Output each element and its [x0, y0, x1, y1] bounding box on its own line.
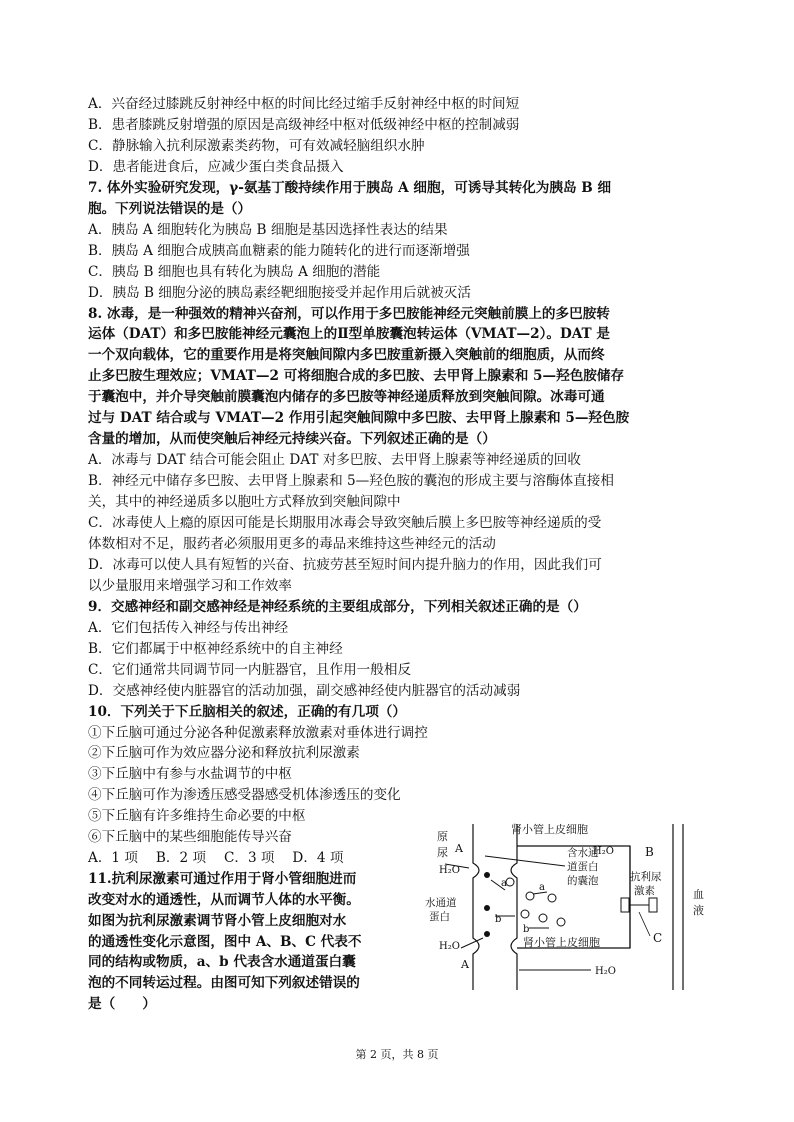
- label-vesicle-3: 的囊泡: [567, 875, 599, 887]
- label-b-2: b: [523, 924, 530, 935]
- label-A-top: A: [455, 842, 463, 855]
- page-footer: 第 2 页，共 8 页: [355, 1048, 439, 1061]
- label-a-1: a: [501, 878, 507, 889]
- label-A-bottom: A: [461, 958, 469, 971]
- text-line: 于囊泡中，并介导突触前膜囊泡内储存的多巴胺等神经递质释放到突触间隙。冰毒可通: [88, 389, 605, 406]
- text-line: A．冰毒与 DAT 结合可能会阻止 DAT 对多巴胺、去甲肾上腺素等神经递质的回收: [88, 452, 581, 469]
- label-yuanniao-2: 尿: [437, 846, 448, 859]
- question-11-line: 如图为抗利尿激素调节肾小管上皮细胞对水: [88, 912, 347, 929]
- text-line: ③下丘脑中有参与水盐调节的中枢: [88, 766, 292, 783]
- text-line: 7. 体外实验研究发现，γ-氨基丁酸持续作用于胰岛 A 细胞，可诱导其转化为胰岛 B 细: [88, 179, 612, 196]
- label-vesicle-2: 道蛋白: [567, 861, 599, 873]
- label-adh-1: 抗利尿: [630, 871, 662, 883]
- text-line: 关，其中的神经递质多以胞吐方式释放到突触间隙中: [88, 494, 401, 511]
- label-blood-2: 液: [693, 904, 704, 917]
- text-line: C．冰毒使人上瘾的原因可能是长期服用冰毒会导致突触后膜上多巴胺等神经递质的受: [88, 515, 602, 531]
- text-line: 过与 DAT 结合或与 VMAT—2 作用引起突触间隙中多巴胺、去甲肾上腺素和 5—羟色胺: [88, 410, 630, 427]
- label-h2o-left-bottom: H₂O: [439, 941, 460, 952]
- text-line: A．兴奋经过膝跳反射神经中枢的时间比经过缩手反射神经中枢的时间短: [88, 96, 520, 112]
- text-line: D．胰岛 B 细胞分泌的胰岛素经靶细胞接受并起作用后就被灭活: [88, 284, 471, 301]
- question-11-line: 11.抗利尿激素可通过作用于肾小管细胞进而: [88, 871, 357, 888]
- label-h2o-left-top: H₂O: [439, 865, 460, 876]
- label-h2o-right-top: H₂O: [593, 846, 614, 857]
- question-11-line: 同的结构或物质，a、b 代表含水通道蛋白囊: [88, 954, 356, 971]
- text-line: B．神经元中储存多巴胺、去甲肾上腺素和 5—羟色胺的囊泡的形成主要与溶酶体直接相: [88, 473, 614, 490]
- text-line: A．1 项 B．2 项 C．3 项 D．4 项: [88, 850, 344, 867]
- text-line: 含量的增加，从而使突触后神经元持续兴奋。下列叙述正确的是（）: [88, 431, 496, 448]
- text-line: 以少量服用来增强学习和工作效率: [88, 577, 292, 594]
- label-vesicle-1: 含水通: [567, 847, 599, 859]
- text-line: B．它们都属于中枢神经系统中的自主神经: [88, 640, 343, 657]
- label-C: C: [653, 931, 663, 945]
- text-line: 一个双向载体，它的重要作用是将突触间隙内多巴胺重新摄入突触前的细胞质，从而终: [88, 347, 605, 364]
- text-line: C．胰岛 B 细胞也具有转化为胰岛 A 细胞的潜能: [88, 263, 381, 280]
- text-line: C．静脉输入抗利尿激素类药物，可有效减轻脑组织水肿: [88, 137, 425, 154]
- bottom-cell-label: 肾小管上皮细胞: [523, 936, 600, 949]
- text-line: B．患者膝跳反射增强的原因是高级神经中枢对低级神经中枢的控制减弱: [88, 116, 520, 133]
- text-line: ⑤下丘脑有许多维持生命必要的中枢: [88, 808, 306, 825]
- top-cell-label: 肾小管上皮细胞: [511, 823, 588, 836]
- question-11-line: 的通透性变化示意图，图中 A、B、C 代表不: [88, 933, 362, 950]
- text-line: A．胰岛 A 细胞转化为胰岛 B 细胞是基因选择性表达的结果: [88, 221, 448, 238]
- question-11-line: 改变对水的通透性，从而调节人体的水平衡。: [88, 891, 360, 908]
- text-line: ①下丘脑可通过分泌各种促激素释放激素对垂体进行调控: [88, 724, 428, 741]
- text-line: 体数相对不足，服药者必须服用更多的毒品来维持这些神经元的活动: [88, 535, 496, 552]
- question-11-line: 是（ ）: [88, 995, 156, 1012]
- label-yuanniao-1: 原: [437, 830, 448, 843]
- text-line: 9．交感神经和副交感神经是神经系统的主要组成部分，下列相关叙述正确的是（）: [88, 598, 587, 615]
- text-line: 10．下列关于下丘脑相关的叙述，正确的有几项（）: [88, 703, 406, 720]
- adh-kidney-tubule-diagram: [425, 818, 725, 993]
- text-line: 止多巴胺生理效应；VMAT—2 可将细胞合成的多巴胺、去甲肾上腺素和 5—羟色胺储存: [88, 368, 625, 385]
- text-line: 运体（DAT）和多巴胺能神经元囊泡上的Ⅱ型单胺囊泡转运体（VMAT—2）。DAT 是: [88, 326, 610, 343]
- text-line: D．交感神经使内脏器官的活动加强，副交感神经使内脏器官的活动减弱: [88, 682, 521, 699]
- label-channel-2: 蛋白: [429, 911, 450, 923]
- question-11-line: 泡的不同转运过程。由图可知下列叙述错误的: [88, 975, 360, 992]
- text-line: A．它们包括传入神经与传出神经: [88, 619, 289, 636]
- text-line: D．患者能进食后，应减少蛋白类食品摄入: [88, 158, 344, 175]
- label-B: B: [645, 845, 654, 859]
- text-line: 8. 冰毒，是一种强效的精神兴奋剂，可以作用于多巴胺能神经元突触前膜上的多巴胺转: [88, 305, 610, 322]
- text-line: ④下丘脑可作为渗透压感受器感受机体渗透压的变化: [88, 787, 401, 804]
- label-h2o-right-bottom: H₂O: [595, 966, 616, 977]
- label-adh-2: 激素: [634, 885, 655, 897]
- text-line: B．胰岛 A 细胞合成胰高血糖素的能力随转化的进行而逐渐增强: [88, 242, 470, 259]
- text-line: ②下丘脑可作为效应器分泌和释放抗利尿激素: [88, 745, 360, 762]
- text-line: 胞。下列说法错误的是（）: [88, 200, 252, 217]
- label-a-2: a: [539, 882, 545, 893]
- text-line: ⑥下丘脑中的某些细胞能传导兴奋: [88, 829, 292, 846]
- label-b-1: b: [495, 914, 502, 925]
- text-line: C．它们通常共同调节同一内脏器官，且作用一般相反: [88, 661, 412, 678]
- text-line: D．冰毒可以使人具有短暂的兴奋、抗疲劳甚至短时间内提升脑力的作用，因此我们可: [88, 556, 602, 573]
- label-blood-1: 血: [693, 888, 704, 901]
- label-channel-1: 水通道: [425, 897, 457, 909]
